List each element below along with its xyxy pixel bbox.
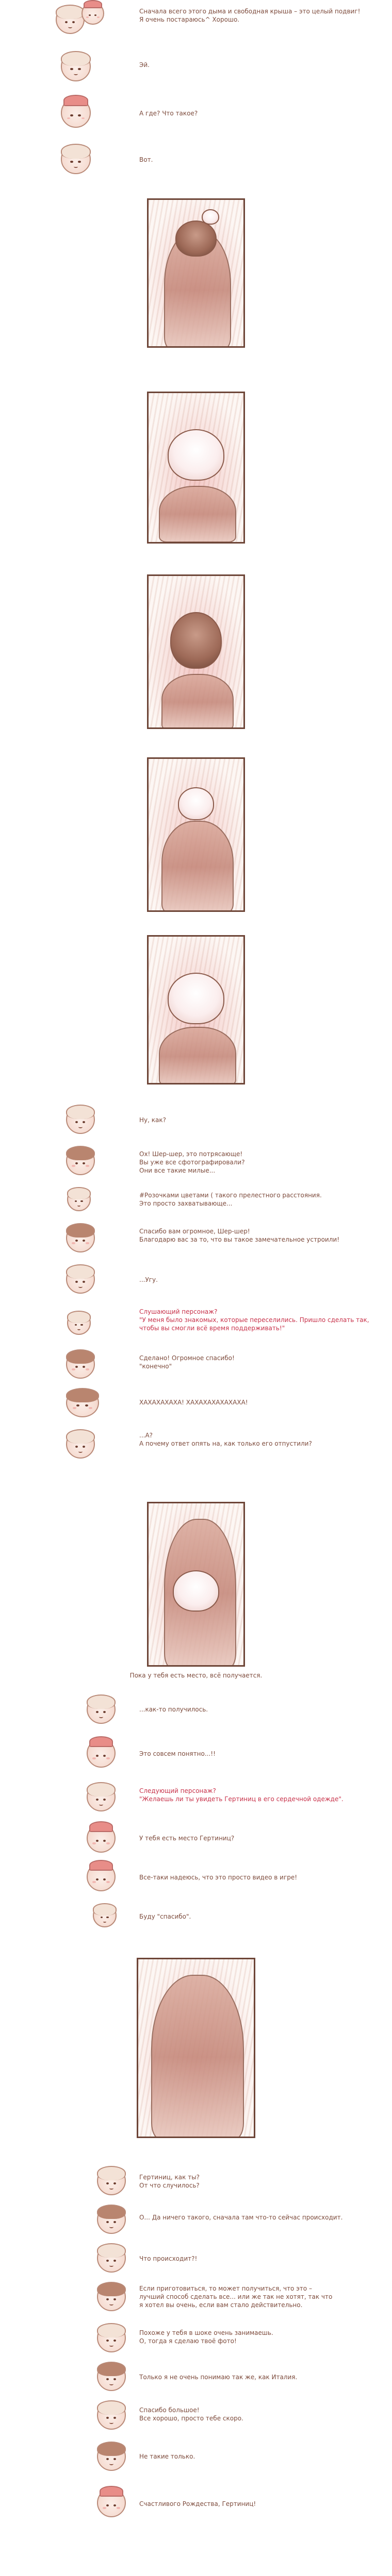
- art-panel: [147, 392, 245, 544]
- dialogue-line-highlight: Слушающий персонаж? "У меня было знакомых, которые переселились. Пришло сделать так, чтобы вы смогли всё время поддерживать!": [139, 1308, 369, 1332]
- dialogue-line: ...А? А почему ответ опять на, как только его отпустили?: [139, 1432, 312, 1447]
- dialogue-line: О... Да ничего такого, сначала там что-то сейчас происходит.: [139, 2214, 343, 2221]
- character-head-dark: [97, 2282, 126, 2311]
- character-head-brunette: [66, 1224, 95, 1252]
- character-head-santa: [81, 2, 104, 25]
- character-head-blond: [87, 1695, 116, 1724]
- character-head-dark: [97, 2442, 126, 2471]
- panel-caption: Пока у тебя есть место, всё получается.: [129, 1672, 263, 1679]
- art-panel: [137, 1958, 255, 2138]
- dialogue-line: Буду "спасибо".: [139, 1913, 191, 1920]
- dialogue-line: Не такие только.: [139, 2453, 195, 2460]
- dialogue-line: ...как-то получилось.: [139, 1706, 208, 1713]
- dialogue-line: Если приготовиться, то может получиться, что это – лучший способ сделать все... или же так не хотят, так что я хотел вы очень, если вам стало действительно.: [139, 2285, 333, 2309]
- character-head-small: [67, 1311, 91, 1335]
- dialogue-line: Что происходит?!: [139, 2255, 198, 2262]
- character-head-brunette: [66, 1350, 95, 1379]
- dialogue-line: Спасибо большое! Все хорошо, просто тебе скоро.: [139, 2406, 243, 2422]
- dialogue-line: Все-таки надеюсь, что это просто видео в игре!: [139, 1874, 298, 1881]
- character-head-blond: [97, 2166, 126, 2195]
- character-head-blond: [97, 2244, 126, 2273]
- dialogue-line: Спасибо вам огромное, Шер-шер! Благодарю вас за то, что вы такое замечательное устроили!: [139, 1228, 340, 1243]
- character-head-santa: [87, 1739, 116, 1768]
- dialogue-line: Ну, как?: [139, 1116, 166, 1124]
- character-head-blond: [56, 5, 85, 34]
- character-head-small: [93, 1904, 117, 1927]
- character-head-santa: [87, 1862, 116, 1891]
- character-head-santa: [87, 1824, 116, 1853]
- character-head-dark: [97, 2362, 126, 2391]
- art-panel: [147, 935, 245, 1084]
- dialogue-line: Похоже у тебя в шоке очень занимаешь. О, тогда я сделаю твоё фото!: [139, 2329, 273, 2345]
- character-head-santa: [61, 98, 91, 128]
- dialogue-line: Вот.: [139, 156, 153, 163]
- character-head-blond: [87, 1783, 116, 1811]
- character-head-blond: [66, 1430, 95, 1459]
- character-head-blond: [97, 2401, 126, 2430]
- character-head-santa: [97, 2488, 126, 2517]
- dialogue-line-highlight: Следующий персонаж? "Желаешь ли ты увидеть Гертиниц в его сердечной одежде".: [139, 1787, 344, 1803]
- art-panel: [147, 198, 245, 348]
- character-head-blond: [66, 1105, 95, 1134]
- dialogue-line: У тебя есть место Гертиниц?: [139, 1835, 235, 1842]
- art-panel: [147, 574, 245, 729]
- art-panel: [147, 757, 245, 912]
- dialogue-line: Счастливого Рождества, Гертиниц!: [139, 2500, 256, 2507]
- dialogue-line: ХАХАХАХАХА! ХАХАХАХАХАХАХА!: [139, 1399, 248, 1406]
- dialogue-line: Это совсем понятно...!!: [139, 1750, 216, 1757]
- dialogue-line: А где? Что такое?: [139, 110, 198, 117]
- dialogue-line: Ох! Шер-шер, это потрясающе! Вы уже все сфотографировали? Они все такие милые...: [139, 1150, 245, 1174]
- dialogue-line: ...Угу.: [139, 1276, 158, 1283]
- dialogue-line: #Розочками цветами ( такого прелестного расстояния. Это просто захватывающе...: [139, 1192, 322, 1207]
- art-panel: [147, 1502, 245, 1667]
- character-head-small: [67, 1188, 91, 1211]
- character-head-blond: [97, 2324, 126, 2352]
- character-head-blond: [61, 52, 91, 81]
- dialogue-line: Сначала всего этого дыма и свободная крыша – это целый подвиг! Я очень постараюсь^ Хорошо.: [139, 8, 361, 23]
- character-head-shouting: [66, 1388, 99, 1417]
- character-head-blond: [66, 1265, 95, 1294]
- character-head-blond: [61, 144, 91, 174]
- character-head-brunette: [66, 1146, 95, 1175]
- character-head-dark: [97, 2205, 126, 2234]
- dialogue-line: Сделано! Огромное спасибо! "конечно": [139, 1354, 235, 1370]
- dialogue-line: Только я не очень понимаю так же, как Италия.: [139, 2374, 298, 2381]
- dialogue-line: Эй.: [139, 61, 150, 69]
- dialogue-line: Гертиниц, как ты? От что случилось?: [139, 2174, 200, 2189]
